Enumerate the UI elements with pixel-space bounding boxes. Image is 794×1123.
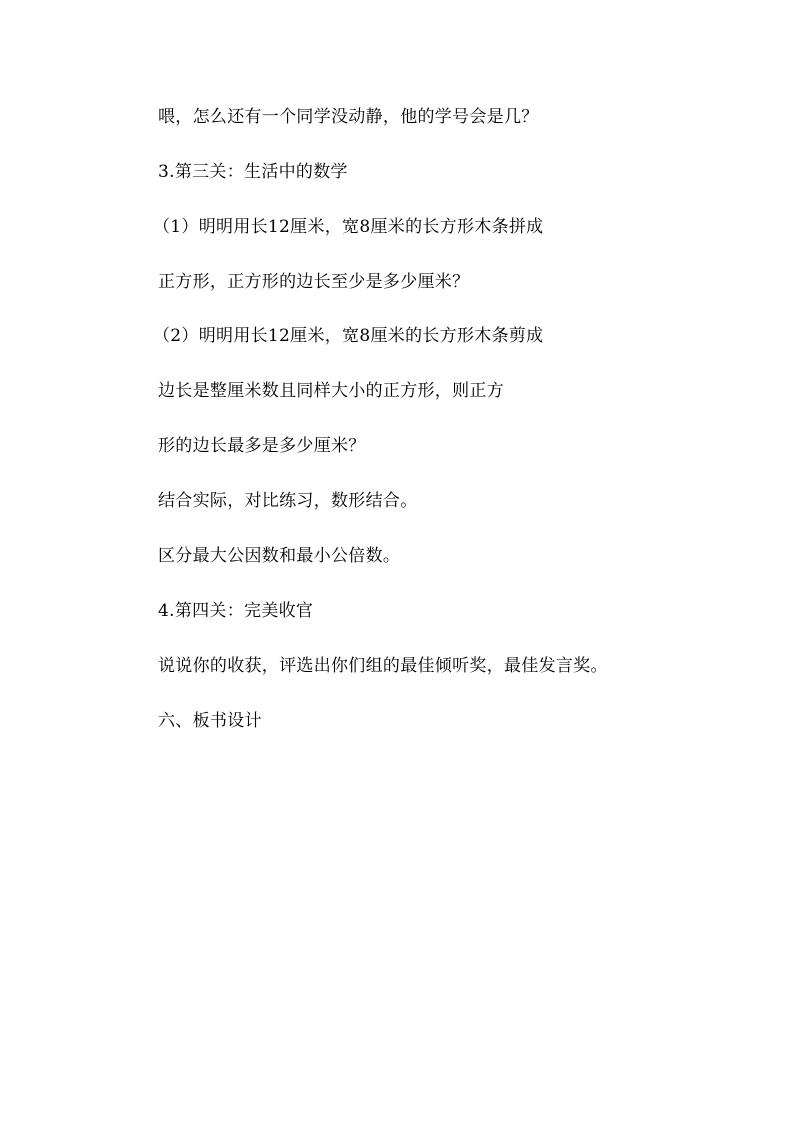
problem-1-line-2: 正方形，正方形的边长至少是多少厘米？: [158, 272, 470, 292]
paragraph-summary-awards: 说说你的收获，评选出你们组的最佳倾听奖，最佳发言奖。: [158, 656, 608, 676]
heading-level-4-perfect-finish: 4.第四关：完美收官: [158, 601, 314, 621]
problem-2-line-1: （2）明明用长12厘米，宽8厘米的长方形木条剪成: [153, 326, 544, 346]
paragraph-question-student-number: 喂，怎么还有一个同学没动静，他的学号会是几？: [158, 107, 539, 127]
problem-2-line-2: 边长是整厘米数且同样大小的正方形，则正方: [158, 381, 504, 401]
note-gcd-lcm: 区分最大公因数和最小公倍数。: [158, 546, 401, 566]
problem-1-line-1: （1）明明用长12厘米，宽8厘米的长方形木条拼成: [153, 217, 544, 237]
note-practice: 结合实际，对比练习，数形结合。: [158, 491, 418, 511]
section-heading-board-design: 六、板书设计: [158, 711, 262, 731]
problem-2-line-3: 形的边长最多是多少厘米？: [158, 436, 366, 456]
heading-level-3-math-in-life: 3.第三关：生活中的数学: [158, 162, 348, 182]
